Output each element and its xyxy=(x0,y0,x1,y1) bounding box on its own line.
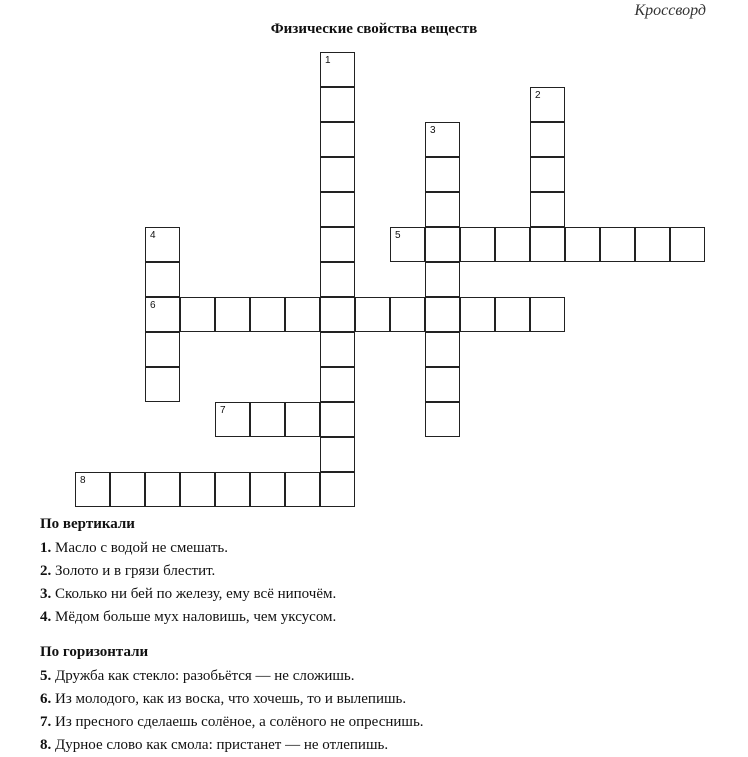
crossword-cell[interactable] xyxy=(320,402,355,437)
clue-number-label: 8 xyxy=(80,475,86,486)
clue-number: 3. xyxy=(40,586,52,602)
clue-number: 7. xyxy=(40,714,52,730)
crossword-cell[interactable] xyxy=(425,367,460,402)
crossword-cell[interactable] xyxy=(285,402,320,437)
crossword-cell[interactable] xyxy=(635,227,670,262)
crossword-cell[interactable] xyxy=(75,472,110,507)
clue-text: Из пресного сделаешь солёное, а солёного не опреснишь. xyxy=(55,714,424,730)
crossword-cell[interactable] xyxy=(320,297,355,332)
crossword-cell[interactable] xyxy=(320,122,355,157)
clue-number-label: 1 xyxy=(325,55,331,66)
across-clues-title: По горизонтали xyxy=(40,644,149,660)
crossword-cell[interactable] xyxy=(320,192,355,227)
clue-number-label: 2 xyxy=(535,90,541,101)
corner-label: Кроссворд xyxy=(634,2,706,19)
crossword-cell[interactable] xyxy=(180,297,215,332)
crossword-cell[interactable] xyxy=(320,87,355,122)
clue-text: Золото и в грязи блестит. xyxy=(55,563,216,579)
crossword-cell[interactable] xyxy=(320,472,355,507)
crossword-cell[interactable] xyxy=(215,472,250,507)
crossword-cell[interactable] xyxy=(145,227,180,262)
crossword-cell[interactable] xyxy=(215,402,250,437)
crossword-cell[interactable] xyxy=(180,472,215,507)
crossword-cell[interactable] xyxy=(425,262,460,297)
crossword-cell[interactable] xyxy=(320,437,355,472)
down-clues-title: По вертикали xyxy=(40,516,135,532)
clue-number: 1. xyxy=(40,540,52,556)
crossword-cell[interactable] xyxy=(670,227,705,262)
crossword-cell[interactable] xyxy=(145,332,180,367)
crossword-cell[interactable] xyxy=(145,262,180,297)
down-clue xyxy=(40,606,720,629)
crossword-cell[interactable] xyxy=(460,227,495,262)
clue-text: Дружба как стекло: разобьётся — не сложишь. xyxy=(55,668,355,684)
crossword-cell[interactable] xyxy=(530,87,565,122)
clues-section xyxy=(40,514,720,757)
down-clue xyxy=(40,560,720,583)
crossword-cell[interactable] xyxy=(425,297,460,332)
crossword-cell[interactable] xyxy=(425,227,460,262)
crossword-cell[interactable] xyxy=(355,297,390,332)
clue-number-label: 4 xyxy=(150,230,156,241)
crossword-cell[interactable] xyxy=(425,122,460,157)
page-title: Физические свойства веществ xyxy=(270,21,478,37)
down-clue xyxy=(40,583,720,606)
clue-number-label: 3 xyxy=(430,125,436,136)
crossword-cell[interactable] xyxy=(145,367,180,402)
crossword-cell[interactable] xyxy=(320,227,355,262)
crossword-cell[interactable] xyxy=(600,227,635,262)
crossword-cell[interactable] xyxy=(285,472,320,507)
crossword-cell[interactable] xyxy=(530,157,565,192)
crossword-cell[interactable] xyxy=(215,297,250,332)
clue-text: Сколько ни бей по железу, ему всё нипочём. xyxy=(55,586,337,602)
down-clue xyxy=(40,537,720,560)
clue-text: Мёдом больше мух наловишь, чем уксусом. xyxy=(55,609,337,625)
clue-number: 2. xyxy=(40,563,52,579)
crossword-cell[interactable] xyxy=(530,192,565,227)
crossword-cell[interactable] xyxy=(285,297,320,332)
clue-number: 5. xyxy=(40,668,52,684)
crossword-cell[interactable] xyxy=(425,192,460,227)
crossword-cell[interactable] xyxy=(320,332,355,367)
crossword-cell[interactable] xyxy=(320,262,355,297)
crossword-cell[interactable] xyxy=(390,227,425,262)
clue-number-label: 6 xyxy=(150,300,156,311)
clue-text: Масло с водой не смешать. xyxy=(55,540,228,556)
clue-number-label: 7 xyxy=(220,405,226,416)
crossword-cell[interactable] xyxy=(320,367,355,402)
crossword-cell[interactable] xyxy=(495,227,530,262)
across-clue xyxy=(40,734,720,757)
crossword-cell[interactable] xyxy=(320,157,355,192)
crossword-cell[interactable] xyxy=(425,332,460,367)
clue-number: 4. xyxy=(40,609,52,625)
crossword-cell[interactable] xyxy=(250,402,285,437)
clue-number: 8. xyxy=(40,737,52,753)
crossword-cell[interactable] xyxy=(390,297,425,332)
crossword-cell[interactable] xyxy=(110,472,145,507)
clue-text: Из молодого, как из воска, что хочешь, то и вылепишь. xyxy=(55,691,407,707)
crossword-cell[interactable] xyxy=(425,157,460,192)
crossword-cell[interactable] xyxy=(145,297,180,332)
crossword-cell[interactable] xyxy=(530,297,565,332)
crossword-cell[interactable] xyxy=(565,227,600,262)
crossword-cell[interactable] xyxy=(145,472,180,507)
clue-number: 6. xyxy=(40,691,52,707)
crossword-cell[interactable] xyxy=(250,472,285,507)
crossword-cell[interactable] xyxy=(250,297,285,332)
across-clue xyxy=(40,665,720,688)
crossword-cell[interactable] xyxy=(460,297,495,332)
clue-number-label: 5 xyxy=(395,230,401,241)
across-clue xyxy=(40,688,720,711)
crossword-cell[interactable] xyxy=(530,122,565,157)
clue-text: Дурное слово как смола: пристанет — не отлепишь. xyxy=(55,737,389,753)
crossword-cell[interactable] xyxy=(530,227,565,262)
crossword-cell[interactable] xyxy=(495,297,530,332)
across-clue xyxy=(40,711,720,734)
crossword-cell[interactable] xyxy=(425,402,460,437)
crossword-cell[interactable] xyxy=(320,52,355,87)
